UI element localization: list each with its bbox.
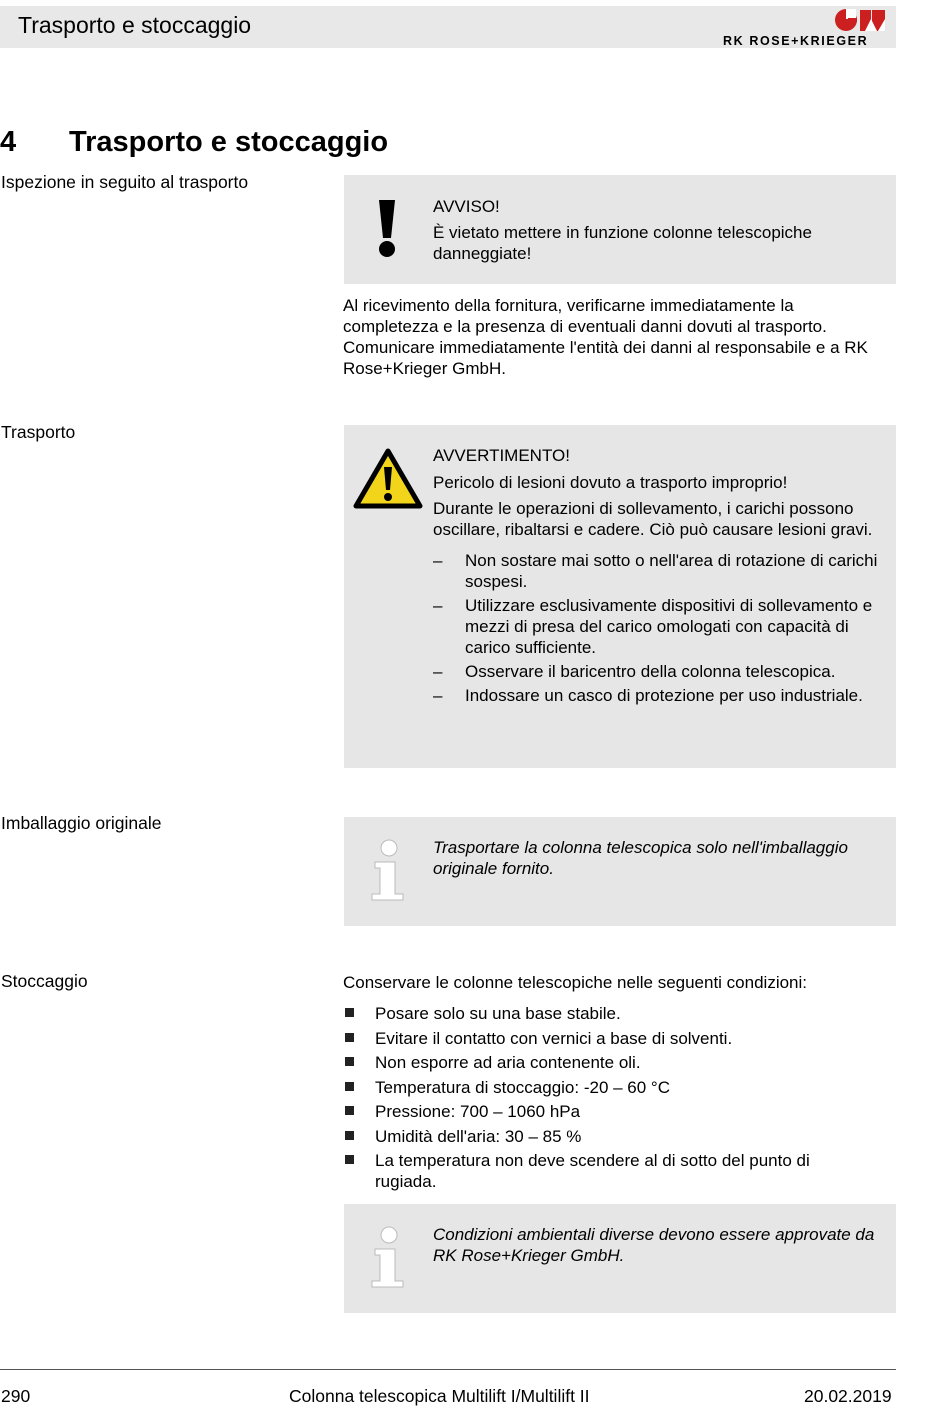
list-item: Pressione: 700 – 1060 hPa <box>343 1101 893 1122</box>
storage-list-container <box>343 1003 893 1196</box>
list-item: Posare solo su una base stabile. <box>343 1003 893 1024</box>
list-item: – Non sostare mai sotto o nell'area di rotazione di carichi sospesi. <box>433 551 878 591</box>
notice-heading: AVVISO! <box>433 197 500 216</box>
company-logo <box>722 6 888 50</box>
chapter-number: 4 <box>0 126 17 158</box>
info-text-packaging: Trasportare la colonna telescopica solo nell'imballaggio originale fornito. <box>433 838 848 878</box>
warning-list <box>433 550 882 706</box>
document-title: Colonna telescopica Multilift I/Multilift II <box>289 1386 590 1406</box>
warning-subheading: Pericolo di lesioni dovuto a trasporto improprio! <box>433 473 788 492</box>
warning-box <box>344 425 896 768</box>
list-item: Umidità dell'aria: 30 – 85 % <box>343 1126 893 1147</box>
list-item: – Utilizzare esclusivamente dispositivi di sollevamento e mezzi di presa del carico omologati con capacità di carico sufficiente. <box>433 596 873 657</box>
inspection-paragraph: Al ricevimento della fornitura, verificarne immediatamente la completezza e la presenza di eventuali danni dovuti al trasporto. Comunicare immediatamente l'entità dei danni al responsabile e a RK Rose+Krieger GmbH. <box>343 296 868 378</box>
list-item: Evitare il contatto con vernici a base di solventi. <box>343 1028 893 1049</box>
info-box-packaging <box>344 817 896 926</box>
list-item: Non esporre ad aria contenente oli. <box>343 1052 893 1073</box>
header-title: Trasporto e stoccaggio <box>18 12 252 38</box>
chapter-title: Trasporto e stoccaggio <box>69 126 389 158</box>
section-label-packaging: Imballaggio originale <box>1 813 162 833</box>
list-item: Temperatura di stoccaggio: -20 – 60 °C <box>343 1077 893 1098</box>
notice-box <box>344 175 896 284</box>
notice-content <box>433 196 882 264</box>
info-icon <box>370 838 406 904</box>
section-label-inspection: Ispezione in seguito al trasporto <box>1 172 249 192</box>
warning-text: Durante le operazioni di sollevamento, i carichi possono oscillare, ribaltarsi e cadere. Ciò può causare lesioni gravi. <box>433 499 873 539</box>
warning-triangle-icon <box>353 448 423 510</box>
storage-intro: Conservare le colonne telescopiche nelle seguenti condizioni: <box>343 973 808 992</box>
info-box-storage <box>344 1204 896 1313</box>
warning-heading: AVVERTIMENTO! <box>433 446 570 465</box>
list-item: – Osservare il baricentro della colonna telescopica. <box>433 662 836 681</box>
section-label-transport: Trasporto <box>1 422 76 442</box>
list-item: – Indossare un casco di protezione per uso industriale. <box>433 686 863 705</box>
list-item: La temperatura non deve scendere al di sotto del punto di rugiada. <box>343 1150 893 1192</box>
info-icon <box>370 1225 406 1291</box>
document-date: 20.02.2019 <box>804 1386 892 1406</box>
info-text-storage: Condizioni ambientali diverse devono essere approvate da RK Rose+Krieger GmbH. <box>433 1225 875 1265</box>
exclamation-icon <box>374 200 400 258</box>
page-number: 290 <box>1 1386 31 1406</box>
footer-rule <box>0 1369 896 1370</box>
section-label-storage: Stoccaggio <box>1 971 88 991</box>
logo-text: RK ROSE+KRIEGER <box>723 34 869 48</box>
storage-list <box>343 1003 893 1192</box>
warning-content <box>433 445 882 709</box>
notice-text: È vietato mettere in funzione colonne telescopiche danneggiate! <box>433 223 812 263</box>
